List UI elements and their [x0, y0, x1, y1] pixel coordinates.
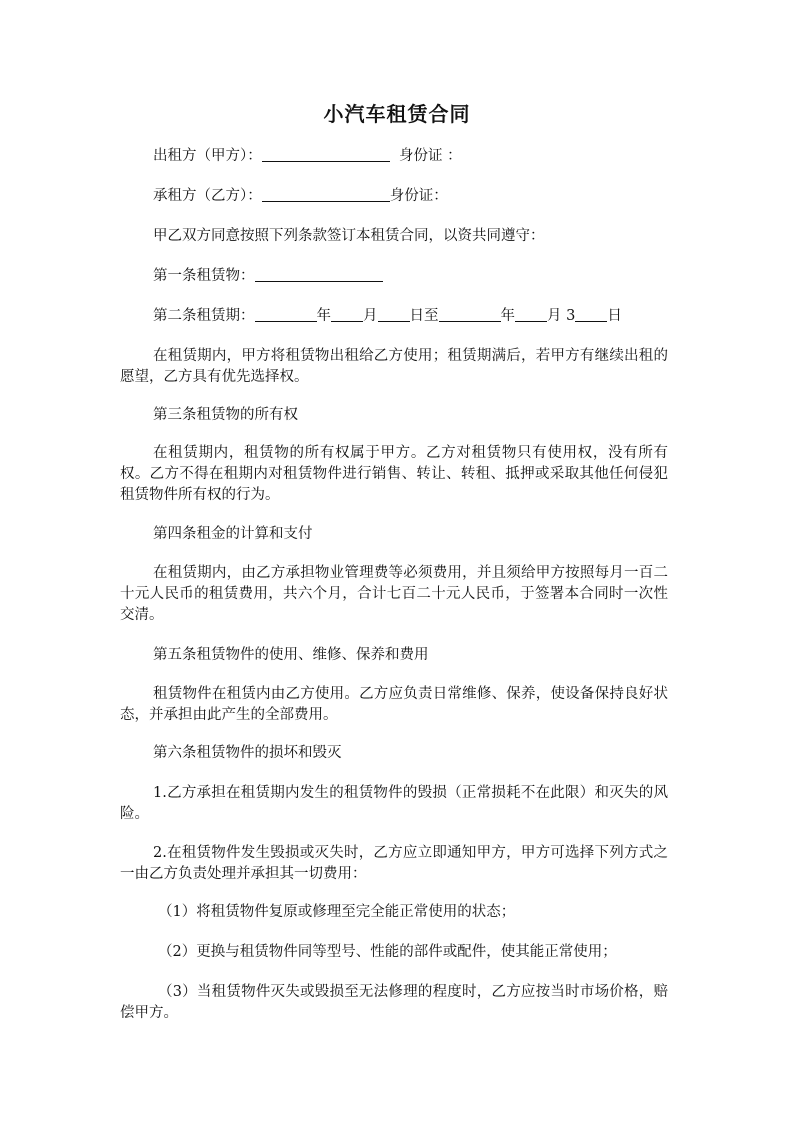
article-6-heading: 第六条租赁物件的损坏和毁灭 — [153, 745, 342, 761]
start-month-blank — [331, 306, 363, 322]
lessor-name-blank — [262, 146, 390, 162]
article-5-paragraph: 租赁物件在租赁内由乙方使用。乙方应负责日常维修、保养，使设备保持良好状态，并承担由此产生的全部费用。 — [120, 686, 668, 723]
lessor-line — [120, 146, 713, 167]
lessee-id-label: 身份证： — [389, 188, 448, 204]
start-year-blank — [255, 306, 317, 322]
article-6-sub-3: （3）当租赁物件灭失或毁损至无法修理的程度时，乙方应按当时市场价格，赔偿甲方。 — [120, 984, 668, 1021]
end-year-unit: 年 — [500, 308, 515, 324]
lessee-line — [120, 186, 713, 207]
article-3-heading: 第三条租赁物的所有权 — [153, 407, 298, 423]
article-1-line — [120, 266, 713, 287]
article-6-sub-2: （2）更换与租赁物件同等型号、性能的部件或配件，使其能正常使用； — [158, 944, 617, 960]
article-2-label: 第二条租赁期： — [153, 308, 255, 324]
article-2-paragraph: 在租赁期内，甲方将租赁物出租给乙方使用；租赁期满后，若甲方有继续出租的愿望，乙方具有优先选择权。 — [120, 348, 668, 385]
lease-object-blank — [255, 266, 383, 282]
article-4-heading: 第四条租金的计算和支付 — [153, 526, 313, 542]
lessor-label: 出租方（甲方）： — [153, 148, 262, 164]
end-month-unit: 月 3 — [547, 308, 576, 324]
end-day-blank — [575, 306, 607, 322]
page-title: 小汽车租赁合同 — [323, 102, 471, 126]
start-day-blank — [378, 306, 410, 322]
end-month-blank — [515, 306, 547, 322]
article-6-item-2: 2.在租赁物件发生毁损或灭失时，乙方应立即通知甲方，甲方可选择下列方式之一由乙方负责处理并承担其一切费用： — [120, 845, 668, 882]
end-year-blank — [439, 306, 501, 322]
start-year-unit: 年 — [316, 308, 331, 324]
lessee-label: 承租方（乙方）： — [153, 188, 262, 204]
end-day-unit: 日 — [607, 308, 622, 324]
start-day-unit: 日至 — [409, 308, 439, 324]
article-6-sub-1: （1）将租赁物件复原或修理至完全能正常使用的状态； — [158, 904, 516, 920]
preamble: 甲乙双方同意按照下列条款签订本租赁合同，以资共同遵守： — [153, 228, 545, 244]
article-3-paragraph: 在租赁期内，租赁物的所有权属于甲方。乙方对租赁物只有使用权，没有所有权。乙方不得在租期内对租赁物件进行销售、转让、转租、抵押或采取其他任何侵犯租赁物件所有权的行为。 — [120, 445, 668, 503]
article-1-label: 第一条租赁物： — [153, 268, 255, 284]
lessor-id-label: 身份证 ： — [398, 148, 462, 164]
lessee-name-blank — [262, 186, 390, 202]
article-4-paragraph: 在租赁期内，由乙方承担物业管理费等必须费用，并且须给甲方按照每月一百二十元人民币的租赁费用，共六个月，合计七百二十元人民币，于签署本合同时一次性交清。 — [120, 565, 668, 623]
article-6-item-1: 1.乙方承担在租赁期内发生的租赁物件的毁损（正常损耗不在此限）和灭失的风险。 — [120, 785, 668, 822]
start-month-unit: 月 — [363, 308, 378, 324]
article-2-line — [120, 306, 713, 327]
article-5-heading: 第五条租赁物件的使用、维修、保养和费用 — [153, 647, 429, 663]
